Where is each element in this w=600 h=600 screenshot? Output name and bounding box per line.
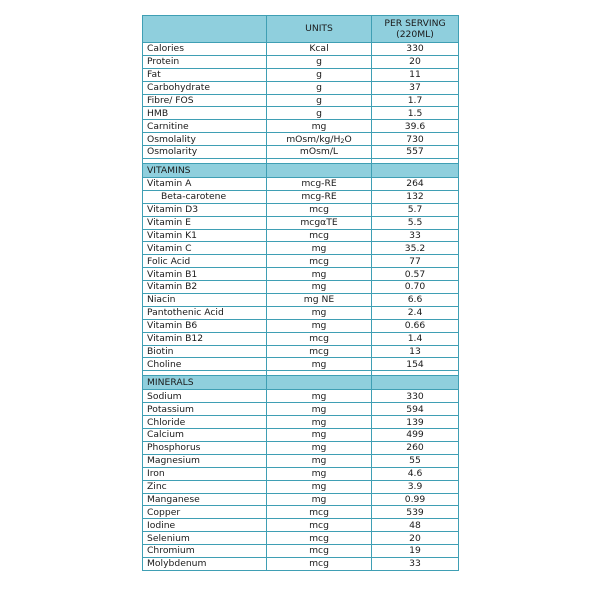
nutrient-unit: mg <box>267 306 372 319</box>
nutrient-name: Vitamin K1 <box>143 229 267 242</box>
nutrient-name: Vitamin B12 <box>143 332 267 345</box>
minerals-section <box>143 390 459 570</box>
nutrient-name: HMB <box>143 107 267 120</box>
nutrient-value: 48 <box>372 519 459 532</box>
nutrient-value: 260 <box>372 441 459 454</box>
nutrient-unit: mg <box>267 467 372 480</box>
table-row <box>143 294 459 307</box>
table-row <box>143 242 459 255</box>
nutrient-value: 39.6 <box>372 120 459 133</box>
nutrient-value: 6.6 <box>372 294 459 307</box>
nutrient-name: Osmolality <box>143 133 267 146</box>
table-row <box>143 81 459 94</box>
nutrient-value: 1.4 <box>372 332 459 345</box>
vitamins-section-header <box>143 159 459 178</box>
units-column-header: UNITS <box>267 16 372 43</box>
nutrient-unit: mg <box>267 390 372 403</box>
nutrient-name: Chloride <box>143 416 267 429</box>
table-row <box>143 390 459 403</box>
table-row <box>143 454 459 467</box>
nutrient-value: 2.4 <box>372 306 459 319</box>
nutrient-unit: mcg <box>267 229 372 242</box>
nutrient-unit: mcg <box>267 345 372 358</box>
table-row <box>143 441 459 454</box>
nutrient-name: Choline <box>143 358 267 371</box>
nutrient-unit: mcg <box>267 557 372 570</box>
nutrient-name: Calcium <box>143 429 267 442</box>
nutrient-value: 33 <box>372 229 459 242</box>
nutrient-name: Molybdenum <box>143 557 267 570</box>
nutrient-name: Manganese <box>143 493 267 506</box>
table-row <box>143 55 459 68</box>
nutrient-name: Fat <box>143 68 267 81</box>
nutrient-name: Vitamin D3 <box>143 203 267 216</box>
table-row <box>143 133 459 146</box>
nutrient-unit: mcg <box>267 506 372 519</box>
table-row <box>143 268 459 281</box>
nutrient-unit: mg NE <box>267 294 372 307</box>
nutrient-name: Chromium <box>143 545 267 558</box>
nutrient-name: Selenium <box>143 532 267 545</box>
nutrient-value: 0.70 <box>372 281 459 294</box>
unit-text: O <box>344 133 352 145</box>
table-row <box>143 519 459 532</box>
nutrient-unit: g <box>267 55 372 68</box>
table-row <box>143 332 459 345</box>
nutrient-unit: mcgαTE <box>267 216 372 229</box>
nutrient-unit: mcg <box>267 545 372 558</box>
table-header-row <box>143 16 459 43</box>
nutrient-value: 0.66 <box>372 319 459 332</box>
nutrient-unit: mcg-RE <box>267 178 372 191</box>
nutrient-unit: mg <box>267 454 372 467</box>
nutrient-value: 37 <box>372 81 459 94</box>
minerals-heading: MINERALS <box>143 376 267 390</box>
nutrient-value: 0.57 <box>372 268 459 281</box>
nutrient-unit: g <box>267 107 372 120</box>
nutrient-value: 499 <box>372 429 459 442</box>
vitamins-heading: VITAMINS <box>143 164 267 178</box>
nutrition-facts-table <box>142 15 459 571</box>
table-row <box>143 203 459 216</box>
table-row <box>143 480 459 493</box>
table-row <box>143 306 459 319</box>
table-row <box>143 429 459 442</box>
nutrient-value: 13 <box>372 345 459 358</box>
nutrient-name: Osmolarity <box>143 146 267 159</box>
nutrient-value: 539 <box>372 506 459 519</box>
general-nutrients-section <box>143 43 459 159</box>
table-row <box>143 493 459 506</box>
nutrient-name: Zinc <box>143 480 267 493</box>
nutrient-unit: mOsm/L <box>267 146 372 159</box>
table-row <box>143 190 459 203</box>
nutrient-unit: mcg-RE <box>267 190 372 203</box>
nutrient-name: Vitamin C <box>143 242 267 255</box>
nutrient-name: Phosphorus <box>143 441 267 454</box>
nutrient-name: Vitamin A <box>143 178 267 191</box>
nutrient-unit: mcg <box>267 203 372 216</box>
nutrient-unit: mg <box>267 480 372 493</box>
nutrient-name: Niacin <box>143 294 267 307</box>
vitamins-section <box>143 178 459 371</box>
nutrient-value: 154 <box>372 358 459 371</box>
nutrient-name: Vitamin B1 <box>143 268 267 281</box>
nutrient-name: Biotin <box>143 345 267 358</box>
nutrient-value: 557 <box>372 146 459 159</box>
table-row <box>143 467 459 480</box>
nutrient-unit: mg <box>267 120 372 133</box>
nutrient-unit <box>267 133 372 146</box>
table-row <box>143 216 459 229</box>
nutrient-unit: mg <box>267 268 372 281</box>
nutrient-name: Iron <box>143 467 267 480</box>
nutrient-value: 20 <box>372 532 459 545</box>
nutrient-name: Carbohydrate <box>143 81 267 94</box>
nutrient-value: 0.99 <box>372 493 459 506</box>
nutrient-value: 5.7 <box>372 203 459 216</box>
nutrient-name: Folic Acid <box>143 255 267 268</box>
nutrient-name: Magnesium <box>143 454 267 467</box>
nutrient-value: 730 <box>372 133 459 146</box>
nutrient-value: 264 <box>372 178 459 191</box>
table-row <box>143 107 459 120</box>
nutrient-name: Copper <box>143 506 267 519</box>
table-row <box>143 178 459 191</box>
nutrient-value: 20 <box>372 55 459 68</box>
nutrient-value: 1.7 <box>372 94 459 107</box>
nutrient-unit: mcg <box>267 519 372 532</box>
nutrient-name: Beta-carotene <box>143 190 267 203</box>
nutrient-unit: mcg <box>267 332 372 345</box>
nutrient-unit: mcg <box>267 532 372 545</box>
table-row <box>143 416 459 429</box>
nutrient-name: Vitamin E <box>143 216 267 229</box>
nutrient-value: 330 <box>372 43 459 56</box>
nutrient-name: Iodine <box>143 519 267 532</box>
nutrient-name: Carnitine <box>143 120 267 133</box>
nutrient-value: 139 <box>372 416 459 429</box>
per-serving-column-header <box>372 16 459 43</box>
nutrient-value: 35.2 <box>372 242 459 255</box>
nutrient-name: Calories <box>143 43 267 56</box>
nutrient-value: 594 <box>372 403 459 416</box>
table-row <box>143 94 459 107</box>
nutrient-value: 1.5 <box>372 107 459 120</box>
table-row <box>143 43 459 56</box>
table-row <box>143 358 459 371</box>
nutrient-name: Sodium <box>143 390 267 403</box>
table-row <box>143 146 459 159</box>
table-row <box>143 532 459 545</box>
nutrient-unit: mg <box>267 281 372 294</box>
nutrient-unit: mg <box>267 358 372 371</box>
nutrient-name: Pantothenic Acid <box>143 306 267 319</box>
nutrient-unit: mg <box>267 242 372 255</box>
unit-text: mOsm/kg/H <box>286 133 341 145</box>
nutrient-value: 33 <box>372 557 459 570</box>
nutrient-value: 3.9 <box>372 480 459 493</box>
nutrient-unit: Kcal <box>267 43 372 56</box>
per-serving-label: PER SERVING <box>384 17 446 29</box>
minerals-heading-row <box>143 376 459 390</box>
table-row <box>143 281 459 294</box>
nutrient-unit: mg <box>267 319 372 332</box>
nutrient-name: Potassium <box>143 403 267 416</box>
vitamins-heading-row <box>143 164 459 178</box>
nutrient-unit: mg <box>267 441 372 454</box>
header-blank-cell <box>143 16 267 43</box>
nutrient-value: 77 <box>372 255 459 268</box>
table-row <box>143 545 459 558</box>
nutrient-unit: g <box>267 68 372 81</box>
nutrient-unit: mg <box>267 429 372 442</box>
nutrient-value: 4.6 <box>372 467 459 480</box>
nutrient-name: Protein <box>143 55 267 68</box>
table-row <box>143 120 459 133</box>
nutrient-unit: g <box>267 94 372 107</box>
nutrient-unit: mg <box>267 416 372 429</box>
nutrient-unit: g <box>267 81 372 94</box>
nutrient-unit: mcg <box>267 255 372 268</box>
nutrient-unit: mg <box>267 493 372 506</box>
nutrient-name: Vitamin B6 <box>143 319 267 332</box>
minerals-section-header <box>143 371 459 390</box>
nutrient-value: 132 <box>372 190 459 203</box>
nutrient-name: Fibre/ FOS <box>143 94 267 107</box>
table-row <box>143 403 459 416</box>
unit-subscript: 2 <box>340 136 345 145</box>
table-row <box>143 229 459 242</box>
table-row <box>143 319 459 332</box>
nutrient-value: 5.5 <box>372 216 459 229</box>
nutrient-value: 11 <box>372 68 459 81</box>
nutrient-value: 330 <box>372 390 459 403</box>
nutrient-value: 19 <box>372 545 459 558</box>
table-row <box>143 68 459 81</box>
serving-size-label: (220ML) <box>396 29 434 40</box>
table-row <box>143 345 459 358</box>
table-row <box>143 557 459 570</box>
table-row <box>143 506 459 519</box>
nutrient-value: 55 <box>372 454 459 467</box>
nutrient-name: Vitamin B2 <box>143 281 267 294</box>
nutrient-unit: mg <box>267 403 372 416</box>
table-row <box>143 255 459 268</box>
